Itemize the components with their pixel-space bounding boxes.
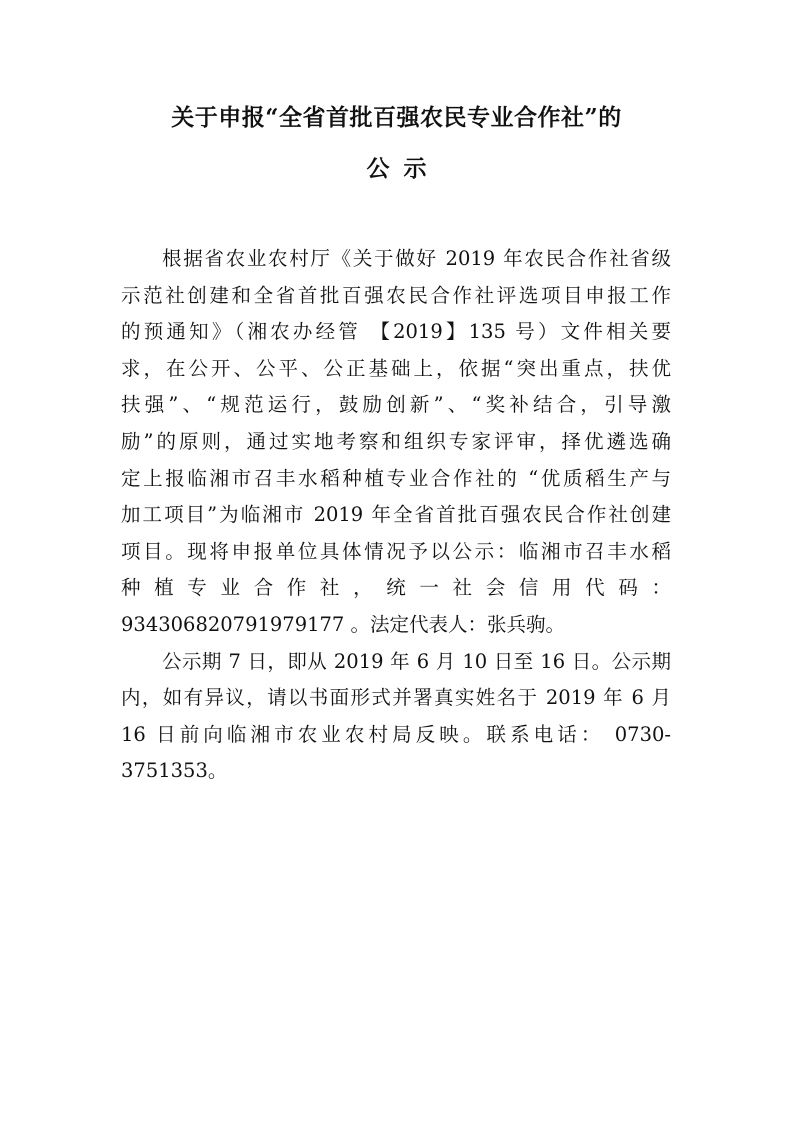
body-line: 根据省农业农村厅《关于做好 2019 年农民合作社省级: [162, 247, 671, 270]
body-line: 示范社创建和全省首批百强农民合作社评选项目申报工作: [121, 283, 671, 307]
body-line: 3751353。: [121, 759, 228, 783]
body-line: 加工项目”为临湘市 2019 年全省首批百强农民合作社创建: [121, 503, 671, 527]
body-line: 求，在公开、公平、公正基础上，依据“突出重点，扶优: [121, 356, 671, 380]
body-line: 种植专业合作社，统一社会信用代码：: [121, 576, 671, 600]
body-line: 定上报临湘市召丰水稻种植专业合作社的 “优质稻生产与: [121, 466, 671, 490]
body-line: 公示期 7 日，即从 2019 年 6 月 10 日至 16 日。公示期: [162, 649, 671, 673]
document-subtitle: 公示: [366, 155, 441, 182]
paragraph-2: [121, 644, 671, 790]
document-title: 关于申报“全省首批百强农民专业合作社”的: [171, 104, 622, 131]
paragraph-1: [121, 241, 671, 644]
body-line: 项目。现将申报单位具体情况予以公示：临湘市召丰水稻: [121, 539, 671, 563]
body-line: 的预通知》（湘农办经管 【2019】135 号）文件相关要: [121, 320, 671, 344]
body-line: 16 日前向临湘市农业农村局反映。联系电话： 0730-: [121, 722, 671, 746]
body-line: 励”的原则，通过实地考察和组织专家评审，择优遴选确: [121, 429, 671, 453]
body-line: 934306820791979177 。法定代表人：张兵驹。: [121, 612, 566, 636]
document-body: [121, 241, 671, 790]
body-line: 扶强”、“规范运行，鼓励创新”、“奖补结合，引导激: [121, 393, 671, 417]
body-line: 内，如有异议，请以书面形式并署真实姓名于 2019 年 6 月: [121, 686, 671, 710]
